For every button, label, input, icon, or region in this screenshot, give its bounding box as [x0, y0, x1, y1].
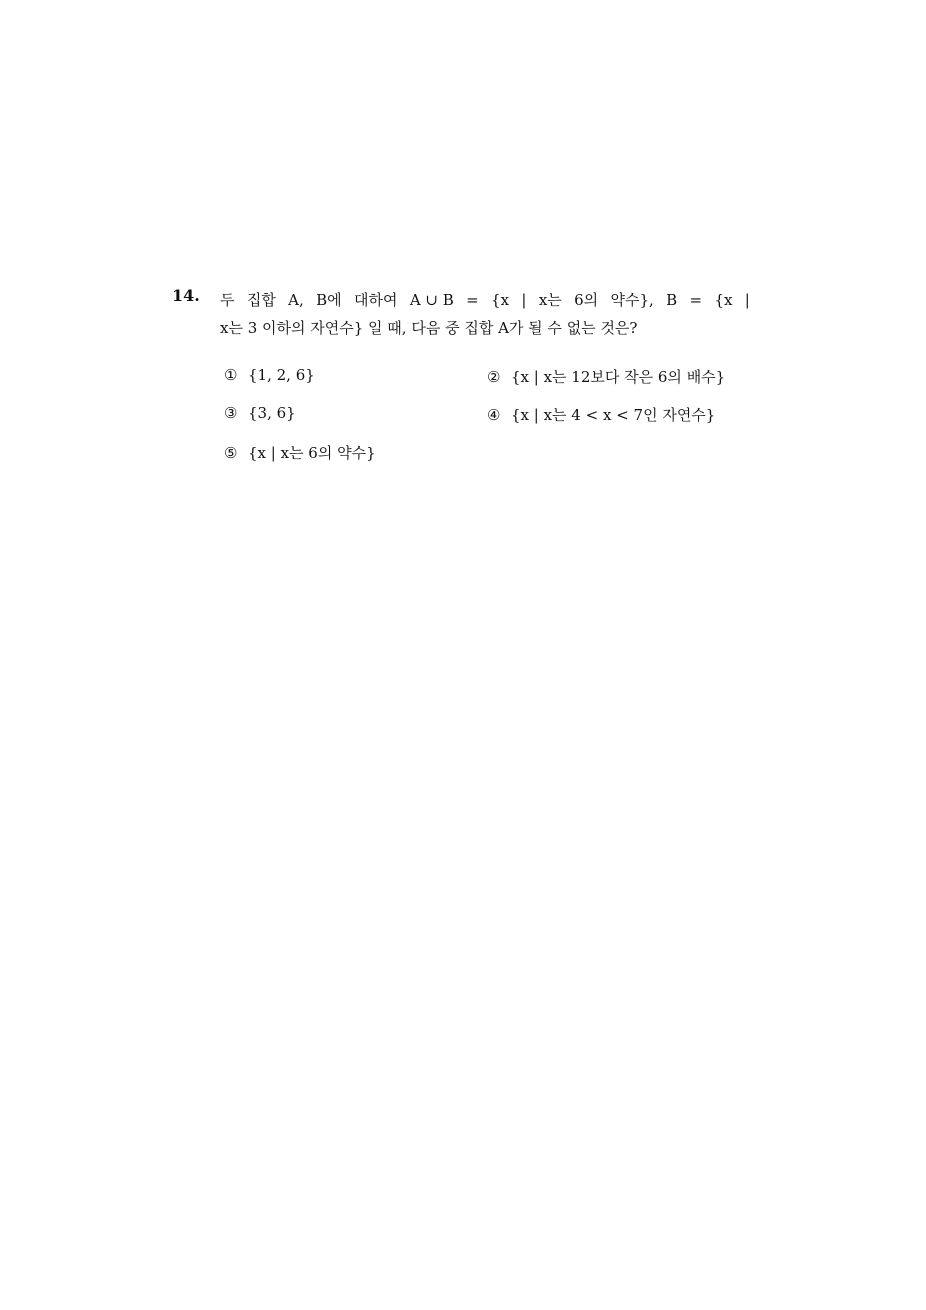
stem-token: {x: [491, 291, 510, 309]
choice-text: {3, 6}: [248, 404, 296, 422]
choice-3: [224, 404, 296, 422]
stem-line-2: x는 3 이하의 자연수} 일 때, 다음 중 집합 A가 될 수 없는 것은?: [220, 319, 638, 337]
stem-token: =: [689, 291, 703, 309]
choice-marker: ②: [487, 368, 501, 386]
choice-marker: ⑤: [224, 444, 238, 462]
stem-token: =: [466, 291, 479, 309]
problem-number: 14.: [172, 286, 200, 305]
choice-marker: ④: [487, 406, 501, 424]
stem-line-1: [220, 286, 750, 314]
stem-token: |: [744, 291, 750, 309]
choice-text: {x | x는 4 < x < 7인 자연수}: [511, 406, 716, 424]
choice-text: {1, 2, 6}: [248, 366, 315, 384]
stem-token: 대하여: [353, 291, 398, 309]
choice-text: {x | x는 6의 약수}: [248, 444, 376, 462]
stem-token: 약수},: [610, 291, 654, 309]
choice-marker: ①: [224, 366, 238, 384]
stem-token: 두: [220, 291, 235, 309]
choice-4: [487, 404, 715, 425]
stem-token: B에: [316, 291, 342, 309]
problem-stem: [220, 286, 750, 342]
stem-token: B: [666, 291, 678, 309]
choice-5: [224, 442, 376, 463]
stem-token: {x: [714, 291, 733, 309]
choice-1: [224, 366, 315, 384]
stem-token: A,: [288, 291, 304, 309]
choice-2: [487, 366, 725, 387]
stem-token: 6의: [574, 291, 599, 309]
stem-token: 집합: [246, 291, 276, 309]
stem-token: x는: [538, 291, 562, 309]
stem-token: A ∪ B: [409, 291, 454, 309]
choice-marker: ③: [224, 404, 238, 422]
choice-text: {x | x는 12보다 작은 6의 배수}: [511, 368, 726, 386]
stem-token: |: [521, 291, 527, 309]
